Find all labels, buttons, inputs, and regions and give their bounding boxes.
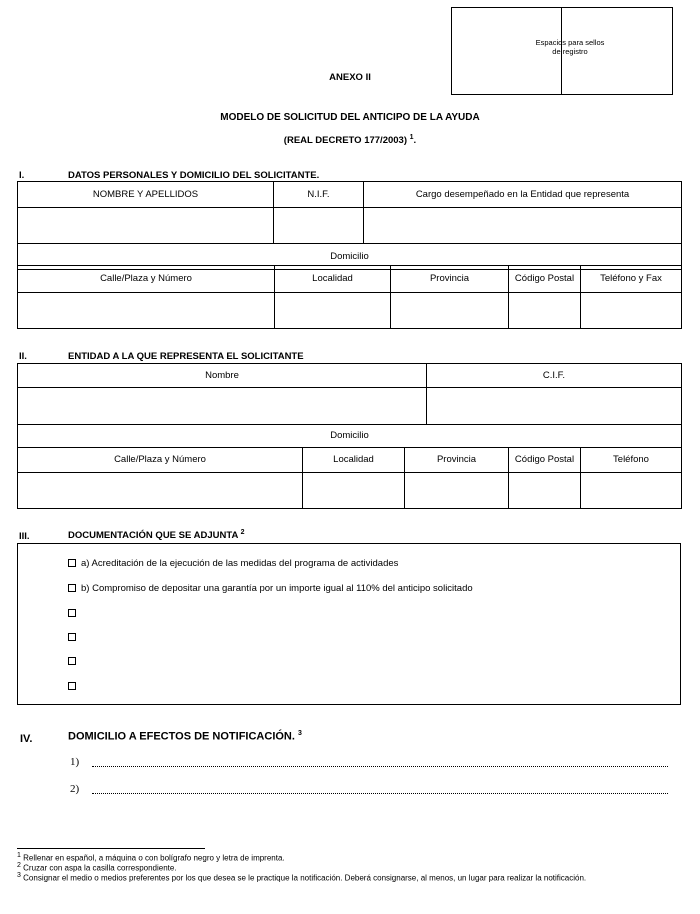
input-street[interactable] — [18, 293, 275, 329]
header-street: Calle/Plaza y Número — [18, 266, 275, 293]
form-title: MODELO DE SOLICITUD DEL ANTICIPO DE LA AYUDA — [220, 112, 480, 123]
decree-reference: (REAL DECRETO 177/2003) $^1$. — [283, 134, 417, 147]
input-phone[interactable] — [581, 473, 682, 509]
footnote: $^3$ Consignar el medio o medios preferentes por los que desea se le practique la notificación. Deberá consignarse, al menos, un lugar para realizar la notificación. — [17, 872, 587, 883]
header-entity-name: Nombre — [18, 364, 427, 388]
domicilio-label: Domicilio — [18, 425, 682, 448]
section-title: ENTIDAD A LA QUE REPRESENTA EL SOLICITANTE — [68, 351, 304, 362]
header-cif: C.I.F. — [427, 364, 682, 388]
footnote-ref: 1 — [409, 134, 414, 141]
header-locality: Localidad — [303, 448, 405, 473]
input-name[interactable] — [18, 208, 274, 244]
checkbox[interactable] — [68, 584, 76, 592]
footnote-ref: 3 — [298, 730, 302, 737]
applicant-table — [17, 181, 682, 270]
checkbox[interactable] — [68, 559, 76, 567]
header-phone: Teléfono — [581, 448, 682, 473]
header-province: Provincia — [391, 266, 509, 293]
section-number: II. — [19, 351, 27, 362]
input-postal-code[interactable] — [509, 293, 581, 329]
checkbox[interactable] — [68, 609, 76, 617]
input-locality[interactable] — [275, 293, 391, 329]
input-entity-name[interactable] — [18, 388, 427, 425]
section-number: III. — [19, 531, 30, 542]
input-street[interactable] — [18, 473, 303, 509]
doc-item — [68, 681, 81, 693]
doc-item — [68, 608, 81, 620]
line-number: 2) — [70, 783, 80, 795]
doc-item: b) Compromiso de depositar una garantía por un importe igual al 110% del anticipo solicitado — [68, 583, 473, 595]
checkbox[interactable] — [68, 657, 76, 665]
header-postal-code: Código Postal — [509, 448, 581, 473]
input-province[interactable] — [391, 293, 509, 329]
checkbox[interactable] — [68, 633, 76, 641]
input-cif[interactable] — [427, 388, 682, 425]
address-line-input[interactable] — [92, 766, 668, 767]
header-street: Calle/Plaza y Número — [18, 448, 303, 473]
doc-item — [68, 656, 81, 668]
input-nif[interactable] — [274, 208, 364, 244]
doc-item: a) Acreditación de la ejecución de las medidas del programa de actividades — [68, 558, 398, 570]
footnote: $^1$ Rellenar en español, a máquina o con bolígrafo negro y letra de imprenta. — [17, 852, 285, 863]
annex-label: ANEXO II — [329, 72, 371, 83]
entity-table — [17, 363, 682, 448]
stamp-label: Espacios para sellos de registro — [535, 38, 605, 56]
input-postal-code[interactable] — [509, 473, 581, 509]
input-locality[interactable] — [303, 473, 405, 509]
header-position: Cargo desempeñado en la Entidad que representa — [364, 182, 682, 208]
header-locality: Localidad — [275, 266, 391, 293]
checkbox[interactable] — [68, 682, 76, 690]
doc-item — [68, 632, 81, 644]
section-number: IV. — [20, 733, 33, 745]
input-province[interactable] — [405, 473, 509, 509]
address-line-input[interactable] — [92, 793, 668, 794]
footnote-rule — [17, 848, 205, 849]
footnote-ref: 2 — [240, 529, 245, 536]
header-phone-fax: Teléfono y Fax — [581, 266, 682, 293]
entity-address-table — [17, 447, 682, 509]
applicant-address-table — [17, 265, 682, 329]
domicilio-label: Domicilio — [18, 244, 682, 270]
input-position[interactable] — [364, 208, 682, 244]
line-number: 1) — [70, 756, 80, 768]
header-name: NOMBRE Y APELLIDOS — [18, 182, 274, 208]
header-nif: N.I.F. — [274, 182, 364, 208]
section-title: DOMICILIO A EFECTOS DE NOTIFICACIÓN. $^3$ — [68, 730, 302, 743]
input-phone-fax[interactable] — [581, 293, 682, 329]
footnote: $^2$ Cruzar con aspa la casilla correspondiente. — [17, 862, 177, 873]
header-postal-code: Código Postal — [509, 266, 581, 293]
section-title: DATOS PERSONALES Y DOMICILIO DEL SOLICITANTE. — [68, 170, 320, 181]
section-number: I. — [19, 170, 25, 181]
header-province: Provincia — [405, 448, 509, 473]
section-title: DOCUMENTACIÓN QUE SE ADJUNTA $^2$ — [68, 529, 245, 542]
